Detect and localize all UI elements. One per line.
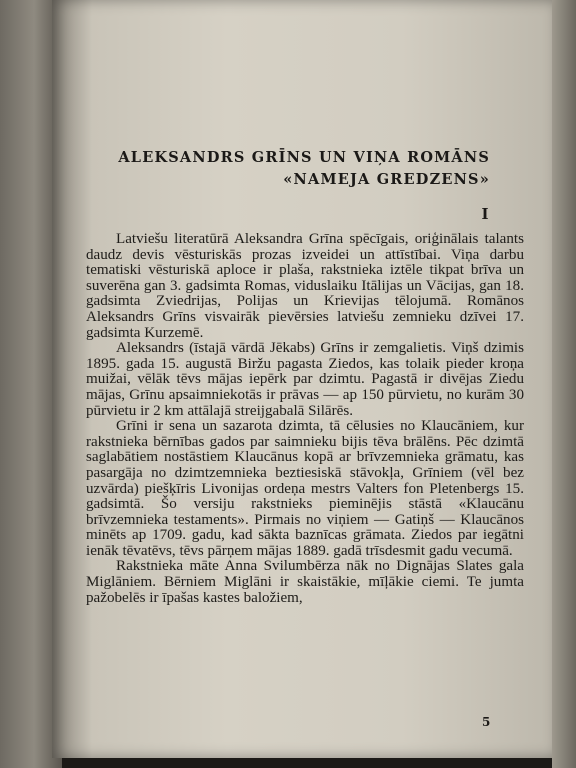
chapter-title-line-1: ALEKSANDRS GRĪNS UN VIŅA ROMĀNS bbox=[118, 149, 490, 166]
paragraph-1: Latviešu literatūrā Aleksandra Grīna spēcīgais, oriģinālais talants daudz devis vēsturiskās prozas izveidei un attīstībai. Viņa darbu tematiski vēsturiskā aploce ir plaša, rakstnieka iztēle tikpat brīva un suverēna gan 3. gadsimta Romas, viduslaiku Itālijas un Vācijas, gan 18. gadsimta Zviedrijas, Polijas un Krievijas tēlojumā. Romānos Aleksandrs Grīns visvairāk pievērsies latviešu zemnieku dzīvei 17. gadsimta Kurzemē. bbox=[86, 231, 524, 341]
body-text bbox=[86, 232, 524, 606]
page-stack-edge bbox=[552, 0, 576, 768]
chapter-title-line-2: «NAMEJA GREDZENS» bbox=[283, 171, 490, 188]
section-number: I bbox=[481, 205, 489, 223]
paragraph-4: Rakstnieka māte Anna Svilumbērza nāk no Dignājas Slates gala Miglāniem. Bērniem Miglāni ir skaistākie, mīļākie ciemi. Te jumta pažobelēs ir īpašas kastes baložiem, bbox=[86, 558, 524, 606]
page-number: 5 bbox=[482, 715, 491, 729]
paragraph-3: Grīni ir sena un sazarota dzimta, tā cēlusies no Klaucāniem, kur rakstnieka bērnības gados par saimnieku bijis tēva brālēns. Pēc dzimtā saglabātiem nostāstiem Klaucānus kopā ar brīvzemnieka grāmatu, kas pasargāja no dzimtzemnieka beztiesiskā stāvokļa, Grīniem (vēl bez uzvārda) piešķīris Livonijas ordeņa mestrs Valters fon Pletenbergs 15. gadsimtā. Šo versiju rakstnieks pieminējis stāstā «Klaucānu brīvzemnieka testaments». Pirmais no viņiem — Gatiņš — Klaucānos minēts ap 1709. gadu, kad sākta baznīcas grāmata. Ziedos par iegātni ienāk tēvatēvs, tēvs pārņem mājas 1889. gadā trīsdesmit gadu vecumā. bbox=[86, 418, 524, 559]
paragraph-2: Aleksandrs (īstajā vārdā Jēkabs) Grīns ir zemgalietis. Viņš dzimis 1895. gada 15. augustā Biržu pagasta Ziedos, kas tolaik pieder kroņa muižai, vēlāk tēvs mājas iepērk par dzimtu. Pagastā ir divējas Ziedu mājas, Grīnu apsaimniekotās ir prāvas — ap 150 pūrvietu, no kurām 30 pūrvietu ir 2 km attālajā streijgabalā Silārēs. bbox=[86, 340, 524, 419]
